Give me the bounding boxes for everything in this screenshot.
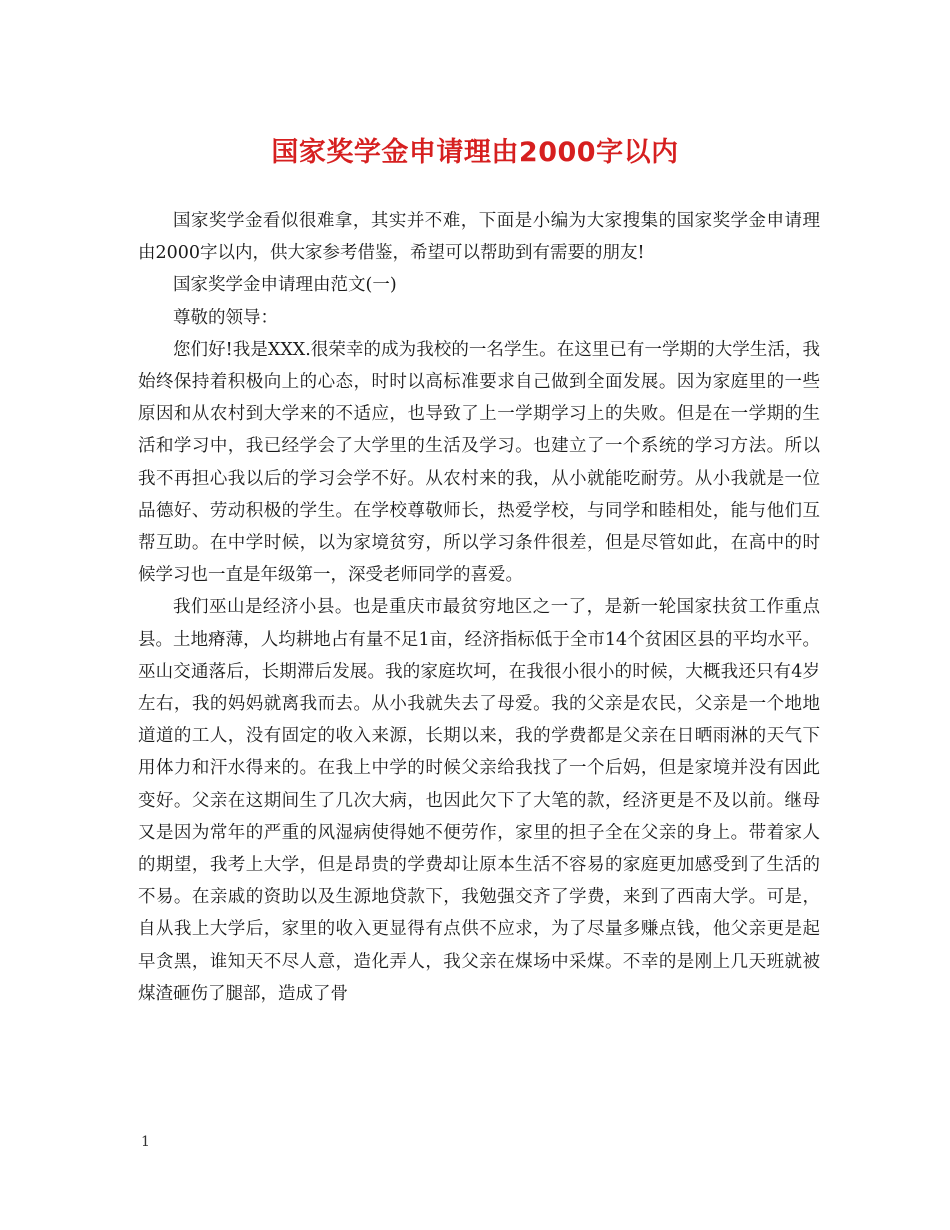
page-number: 1 [141, 1134, 150, 1150]
paragraph-body-1: 您们好!我是XXX.很荣幸的成为我校的一名学生。在这里已有一学期的大学生活，我始终保持着积极向上的心态，时时以高标准要求自己做到全面发展。因为家庭里的一些原因和从农村到大学来的不适应，也导致了上一学期学习上的失败。但是在一学期的生活和学习中，我已经学会了大学里的生活及学习。也建立了一个系统的学习方法。所以我不再担心我以后的学习会学不好。从农村来的我，从小就能吃耐劳。从小我就是一位品德好、劳动积极的学生。在学校尊敬师长，热爱学校，与同学和睦相处，能与他们互帮互助。在中学时候，以为家境贫穷，所以学习条件很差，但是尽管如此，在高中的时候学习也一直是年级第一，深受老师同学的喜爱。 [138, 339, 820, 586]
paragraph-heading: 国家奖学金申请理由范文(一) [173, 275, 397, 296]
paragraph-salutation: 尊敬的领导： [173, 307, 278, 328]
paragraph-intro: 国家奖学金看似很难拿，其实并不难，下面是小编为大家搜集的国家奖学金申请理由2000字以内，供大家参考借鉴，希望可以帮助到有需要的朋友! [138, 211, 820, 264]
document-body [138, 205, 820, 1010]
paragraph-body-2: 我们巫山是经济小县。也是重庆市最贫穷地区之一了，是新一轮国家扶贫工作重点县。土地瘠薄，人均耕地占有量不足1亩，经济指标低于全市14个贫困区县的平均水平。巫山交通落后，长期滞后发展。我的家庭坎坷，在我很小很小的时候，大概我还只有4岁左右，我的妈妈就离我而去。从小我就失去了母爱。我的父亲是农民，父亲是一个地地道道的工人，没有固定的收入来源，长期以来，我的学费都是父亲在日晒雨淋的天气下用体力和汗水得来的。在我上中学的时候父亲给我找了一个后妈，但是家境并没有因此变好。父亲在这期间生了几次大病，也因此欠下了大笔的款，经济更是不及以前。继母又是因为常年的严重的风湿病使得她不便劳作，家里的担子全在父亲的身上。带着家人的期望，我考上大学，但是昂贵的学费却让原本生活不容易的家庭更加感受到了生活的不易。在亲戚的资助以及生源地贷款下，我勉强交齐了学费，来到了西南大学。可是，自从我上大学后，家里的收入更显得有点供不应求，为了尽量多赚点钱，他父亲更是起早贪黑，谁知天不尽人意，造化弄人，我父亲在煤场中采煤。不幸的是刚上几天班就被煤渣砸伤了腿部，造成了骨 [138, 597, 820, 1004]
document-title: 国家奖学金申请理由2000字以内 [271, 137, 679, 168]
